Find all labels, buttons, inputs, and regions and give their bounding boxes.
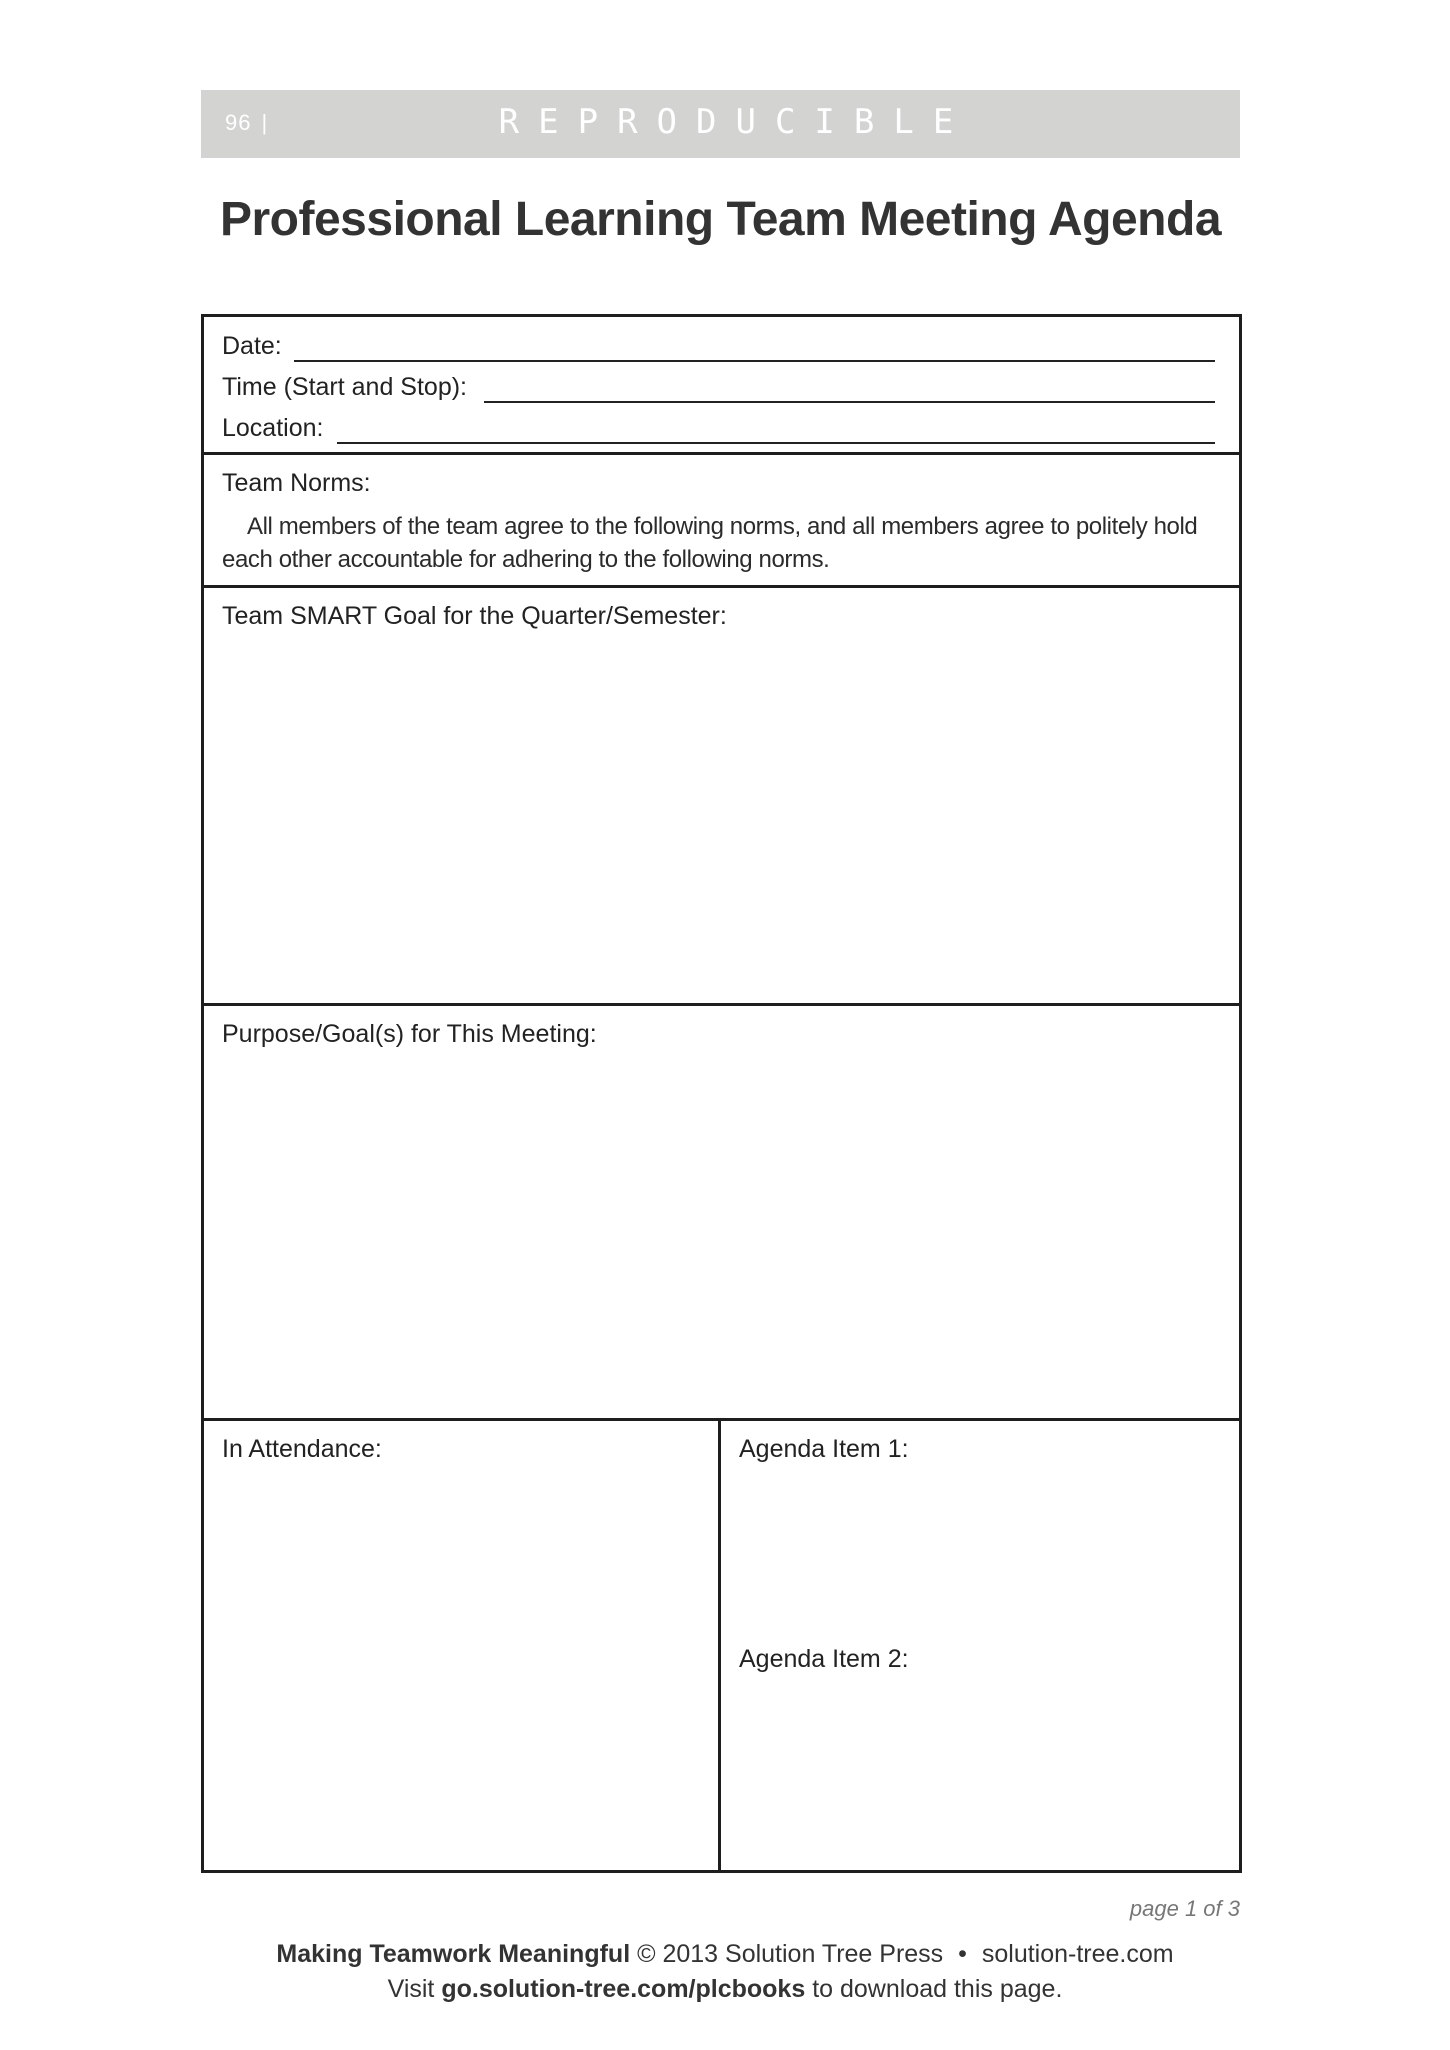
location-field[interactable] — [337, 442, 1215, 444]
smart-goal-label: Team SMART Goal for the Quarter/Semester: — [222, 602, 727, 630]
page-number-value: 96 — [225, 110, 252, 135]
attendance-section[interactable] — [204, 1421, 718, 1870]
team-norms-text: All members of the team agree to the following norms, and all members agree to politely hold each other accountable for adhering to the following norms. — [222, 513, 1198, 573]
footer-download — [0, 1975, 1450, 2004]
date-label: Date: — [222, 332, 282, 360]
footer-book-title: Making Teamwork Meaningful — [276, 1940, 631, 1968]
footer-bullet: • — [958, 1940, 967, 1968]
footer-visit-prefix: Visit — [387, 1975, 435, 2003]
reproducible-banner — [201, 90, 1240, 158]
smart-goal-section[interactable] — [204, 588, 1239, 1006]
team-norms-label: Team Norms: — [222, 469, 371, 497]
location-label: Location: — [222, 414, 324, 442]
footer-copyright — [0, 1940, 1450, 1969]
time-field[interactable] — [484, 401, 1215, 403]
page-indicator: page 1 of 3 — [1129, 1896, 1240, 1921]
agenda-item-2-label: Agenda Item 2: — [739, 1645, 909, 1673]
time-label: Time (Start and Stop): — [222, 373, 467, 401]
agenda-form — [201, 314, 1242, 1873]
banner-label: REPRODUCIBLE — [498, 102, 973, 142]
footer-site-link[interactable]: solution-tree.com — [981, 1940, 1174, 1968]
agenda-items-section — [721, 1421, 1239, 1870]
purpose-section[interactable] — [204, 1006, 1239, 1421]
date-field[interactable] — [294, 360, 1215, 362]
team-norms-section — [204, 455, 1239, 588]
footer-download-link[interactable]: go.solution-tree.com/plcbooks — [441, 1975, 806, 2003]
agenda-item-1-label: Agenda Item 1: — [739, 1435, 909, 1463]
footer-visit-suffix: to download this page. — [812, 1975, 1063, 2003]
agenda-item-1-area[interactable] — [721, 1421, 1239, 1631]
purpose-label: Purpose/Goal(s) for This Meeting: — [222, 1020, 597, 1048]
page-number-separator: | — [261, 110, 269, 135]
page-title: Professional Learning Team Meeting Agenda — [219, 193, 1222, 246]
meeting-details-section — [204, 317, 1239, 455]
attendance-label: In Attendance: — [222, 1435, 382, 1463]
footer-copyright-text: © 2013 Solution Tree Press — [637, 1940, 944, 1968]
agenda-item-2-area[interactable] — [721, 1631, 1239, 1870]
